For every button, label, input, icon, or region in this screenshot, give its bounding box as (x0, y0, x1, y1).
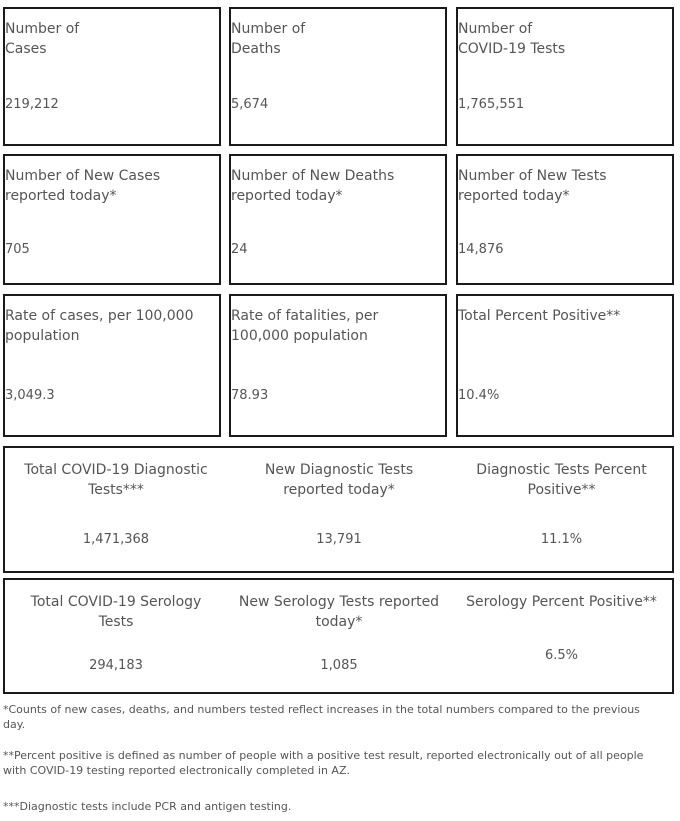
card-rate-of-cases (3, 294, 221, 437)
tile-value: 13,791 (316, 532, 362, 547)
footnotes (3, 799, 663, 814)
serology-tests-panel (3, 578, 674, 694)
footnote-new-counts: *Counts of new cases, deaths, and numbers tested reflect increases in the total numbers compared to the previous day. (3, 703, 640, 731)
card-label: Number of COVID-19 Tests (458, 21, 566, 57)
tile-label: Total COVID-19 Diagnostic Tests*** (24, 462, 208, 498)
card-label: Rate of cases, per 100,000 population (5, 308, 194, 344)
card-value: 705 (5, 242, 30, 257)
diagnostic-total-tile (5, 448, 227, 571)
tile-label: Serology Percent Positive** (466, 594, 657, 610)
footnotes (3, 702, 663, 732)
tile-value: 1,085 (320, 658, 358, 673)
footnote-diagnostic-tests: ***Diagnostic tests include PCR and antigen testing. (3, 800, 292, 813)
card-label: Number of Cases (5, 21, 80, 57)
footnotes (3, 748, 663, 778)
tile-value: 6.5% (544, 648, 579, 663)
card-value: 5,674 (231, 97, 269, 112)
tile-value: 11.1% (540, 532, 583, 547)
card-value: 10.4% (458, 388, 500, 403)
serology-percent-tile (451, 580, 672, 692)
card-value: 24 (231, 242, 248, 257)
card-number-of-cases (3, 7, 221, 146)
tile-label: Total COVID-19 Serology Tests (30, 594, 202, 630)
card-number-of-tests (456, 7, 674, 146)
card-value: 14,876 (458, 242, 504, 257)
diagnostic-new-tile (227, 448, 451, 571)
card-label: Number of Deaths (231, 21, 306, 57)
card-value: 219,212 (5, 97, 59, 112)
card-label: Number of New Cases reported today* (5, 168, 161, 204)
card-value: 3,049.3 (5, 388, 55, 403)
serology-total-tile (5, 580, 227, 692)
diagnostic-percent-tile (451, 448, 672, 571)
tile-value: 1,471,368 (82, 532, 150, 547)
card-value: 78.93 (231, 388, 269, 403)
tile-label: Diagnostic Tests Percent Positive** (476, 462, 647, 498)
card-value: 1,765,551 (458, 97, 525, 112)
tile-label: New Diagnostic Tests reported today* (264, 462, 414, 498)
card-label: Number of New Deaths reported today* (231, 168, 395, 204)
card-number-of-deaths (229, 7, 447, 146)
tile-value: 294,183 (89, 658, 143, 673)
diagnostic-tests-panel (3, 446, 674, 573)
card-label: Rate of fatalities, per 100,000 population (231, 308, 379, 344)
serology-new-tile (227, 580, 451, 692)
card-label: Total Percent Positive** (458, 308, 621, 324)
tile-label: New Serology Tests reported today* (238, 594, 440, 630)
card-new-deaths (229, 154, 447, 285)
footnote-percent-positive: **Percent positive is defined as number of people with a positive test result, reported electronically out of all people with COVID-19 testing reported electronically completed in AZ. (3, 749, 644, 777)
card-new-tests (456, 154, 674, 285)
card-label: Number of New Tests reported today* (458, 168, 607, 204)
card-rate-of-fatalities (229, 294, 447, 437)
card-new-cases (3, 154, 221, 285)
card-total-percent-positive (456, 294, 674, 437)
